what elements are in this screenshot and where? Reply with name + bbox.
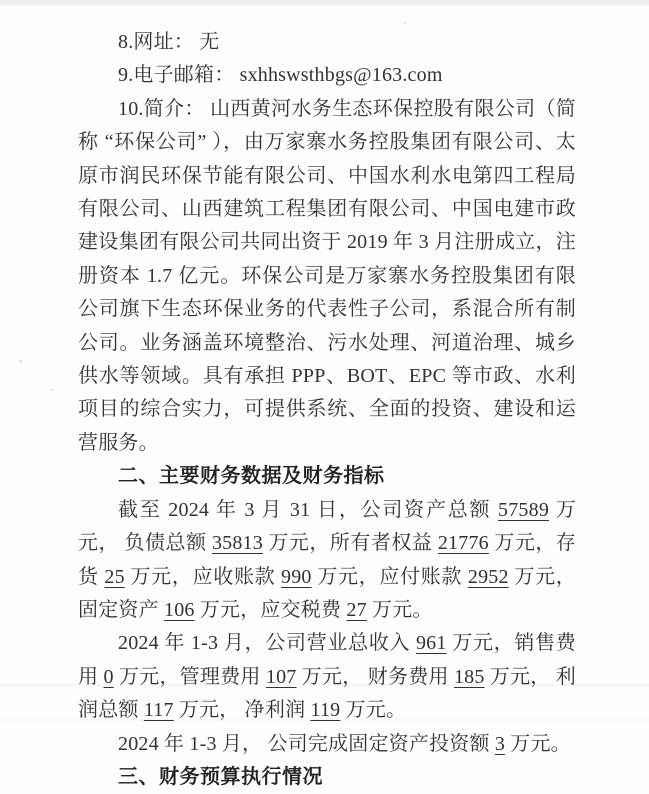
text-run: 万元， 财务费用 bbox=[296, 665, 454, 688]
text-run: 万元，应付账款 bbox=[311, 565, 468, 588]
text-run: 二、主要财务数据及财务指标 bbox=[118, 465, 385, 488]
text-run: 万元。 bbox=[505, 732, 571, 755]
income-statement-paragraph bbox=[78, 627, 576, 727]
item-8-website bbox=[78, 26, 576, 59]
underlined-value: 0 bbox=[103, 665, 114, 688]
text-run: 万元，存货 bbox=[78, 532, 577, 588]
scan-speck bbox=[50, 389, 53, 391]
text-run: 2024 年 1-3 月， 公司完成固定资产投资额 bbox=[118, 732, 495, 755]
text-run: 万元，应交税费 bbox=[194, 598, 347, 621]
text-run: 截至 2024 年 3 月 31 日，公司资产总额 bbox=[118, 498, 499, 521]
section-3-heading bbox=[78, 761, 576, 794]
underlined-value: 119 bbox=[310, 699, 341, 722]
text-run: 万元，固定资产 bbox=[78, 565, 576, 621]
scan-speck bbox=[404, 22, 406, 24]
underlined-value: 961 bbox=[415, 632, 447, 655]
underlined-value: 117 bbox=[143, 699, 174, 722]
text-run: 三、财务预算执行情况 bbox=[118, 765, 323, 788]
underlined-value: 185 bbox=[453, 665, 485, 688]
underlined-value: 2952 bbox=[467, 565, 509, 588]
item-10-company-intro bbox=[78, 93, 576, 460]
text-run: 万元，所有者权益 bbox=[262, 532, 438, 555]
scan-speck bbox=[19, 360, 22, 363]
underlined-value: 35813 bbox=[211, 532, 263, 555]
text-run: 万元。 bbox=[366, 598, 433, 621]
text-run: 万元，销售费用 bbox=[78, 632, 576, 688]
item-9-email bbox=[78, 59, 576, 92]
underlined-value: 107 bbox=[265, 665, 297, 688]
text-run: 万元， 净利润 bbox=[173, 699, 311, 722]
text-run: 10.简介： 山西黄河水务生态环保控股有限公司（简称 “环保公司” ），由万家寨水务控股集团有限公司、太原市润民环保节能有限公司、中国水利水电第四工程局有限公司、山西建筑工程集团有限公司、中国电建市政建设集团有限公司共同出资于 2019 年 3 月注册成立，注册资本 1.7 亿元。环保公司是万家寨水务控股集团有限公司旗下生态环保业务的代表性子公司，系混合所有制公司。业务涵盖环境整治、污水处理、河道治理、城乡供水等领域。具有承担 PPP、BOT、EPC 等市政、水利项目的综合实力，可提供系统、全面的投资、建设和运营服务。 bbox=[78, 97, 576, 454]
scan-edge-artifact bbox=[0, 0, 649, 5]
underlined-value: 106 bbox=[164, 598, 195, 621]
underlined-value: 21776 bbox=[437, 532, 489, 555]
document-body bbox=[78, 26, 576, 794]
financial-position-paragraph bbox=[78, 494, 576, 628]
text-run: 万元，应收账款 bbox=[124, 565, 282, 588]
text-run: 8.网址： 无 bbox=[118, 31, 220, 53]
underlined-value: 990 bbox=[281, 565, 312, 588]
text-run: 万元。 bbox=[340, 699, 407, 722]
underlined-value: 25 bbox=[104, 565, 125, 588]
text-run: 9.电子邮箱： sxhhswsthbgs@163.com bbox=[118, 64, 443, 87]
text-run: 万元，管理费用 bbox=[113, 665, 266, 688]
text-run: 2024 年 1-3 月，公司营业总收入 bbox=[118, 632, 416, 655]
underlined-value: 3 bbox=[494, 732, 506, 755]
text-run: 万元， 利润总额 bbox=[78, 665, 577, 722]
text-run: 万元， 负债总额 bbox=[78, 498, 577, 555]
underlined-value: 27 bbox=[346, 598, 367, 621]
underlined-value: 57589 bbox=[498, 498, 550, 521]
section-2-heading bbox=[78, 460, 576, 493]
fixed-asset-investment-paragraph bbox=[78, 728, 576, 761]
